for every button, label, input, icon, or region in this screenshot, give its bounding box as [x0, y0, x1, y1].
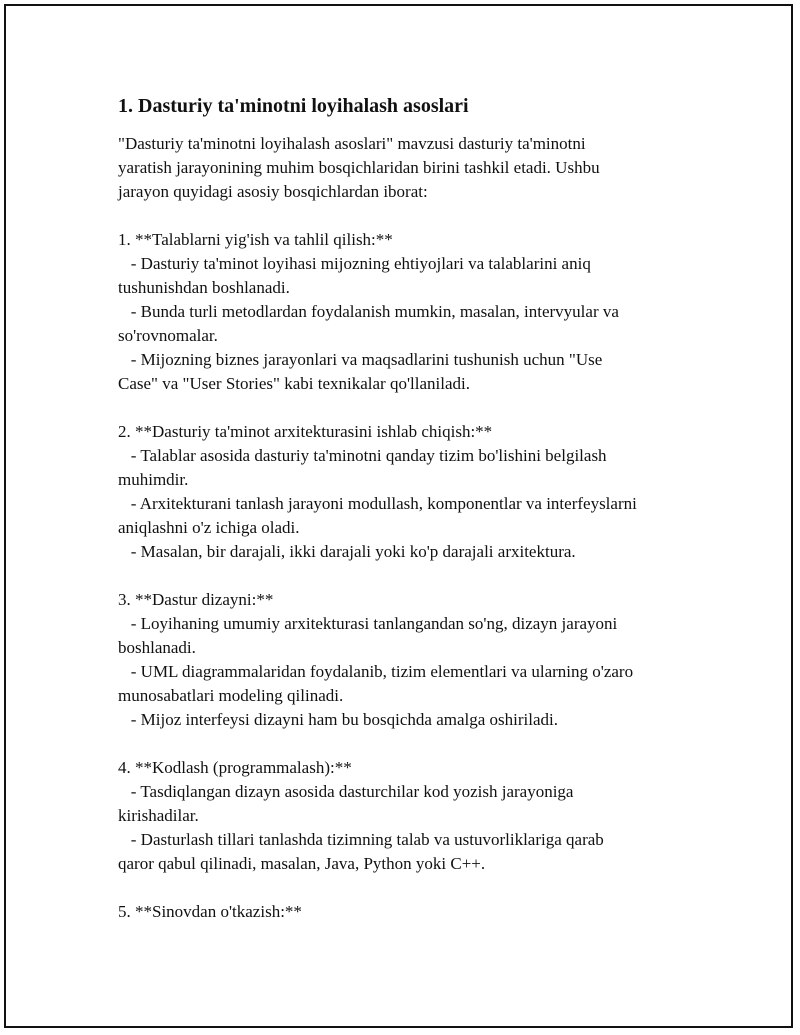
document-content	[118, 92, 698, 924]
document-title: 1. Dasturiy ta'minotni loyihalash asoslari	[118, 95, 469, 117]
document-body: "Dasturiy ta'minotni loyihalash asoslari" mavzusi dasturiy ta'minotni yaratish jarayonining muhim bosqichlaridan birini tashkil etadi. Ushbu jarayon quyidagi asosiy bosqichlardan iborat: 1. **Talablarni yig'ish va tahlil qilish:** - Dasturiy ta'minot loyihasi mijozning ehtiyojlari va talablarini aniq tushunishdan boshlanadi. - Bunda turli metodlardan foydalanish mumkin, masalan, intervyular va so'rovnomalar. - Mijozning biznes jarayonlari va maqsadlarini tushunish uchun "Use Case" va "User Stories" kabi texnikalar qo'llaniladi. 2. **Dasturiy ta'minot arxitekturasini ishlab chiqish:** - Talablar asosida dasturiy ta'minotni qanday tizim bo'lishini belgilash muhimdir. - Arxitekturani tanlash jarayoni modullash, komponentlar va interfeyslarni aniqlashni o'z ichiga oladi. - Masalan, bir darajali, ikki darajali yoki ko'p darajali arxitektura. 3. **Dastur dizayni:** - Loyihaning umumiy arxitekturasi tanlangandan so'ng, dizayn jarayoni boshlanadi. - UML diagrammalaridan foydalanib, tizim elementlari va ularning o'zaro munosabatlari modeling qilinadi. - Mijoz interfeysi dizayni ham bu bosqichda amalga oshiriladi. 4. **Kodlash (programmalash):** - Tasdiqlangan dizayn asosida dasturchilar kod yozish jarayoniga kirishadilar. - Dasturlash tillari tanlashda tizimning talab va ustuvorliklariga qarab qaror qabul qilinadi, masalan, Java, Python yoki C++. 5. **Sinovdan o'tkazish:**	[118, 134, 637, 921]
